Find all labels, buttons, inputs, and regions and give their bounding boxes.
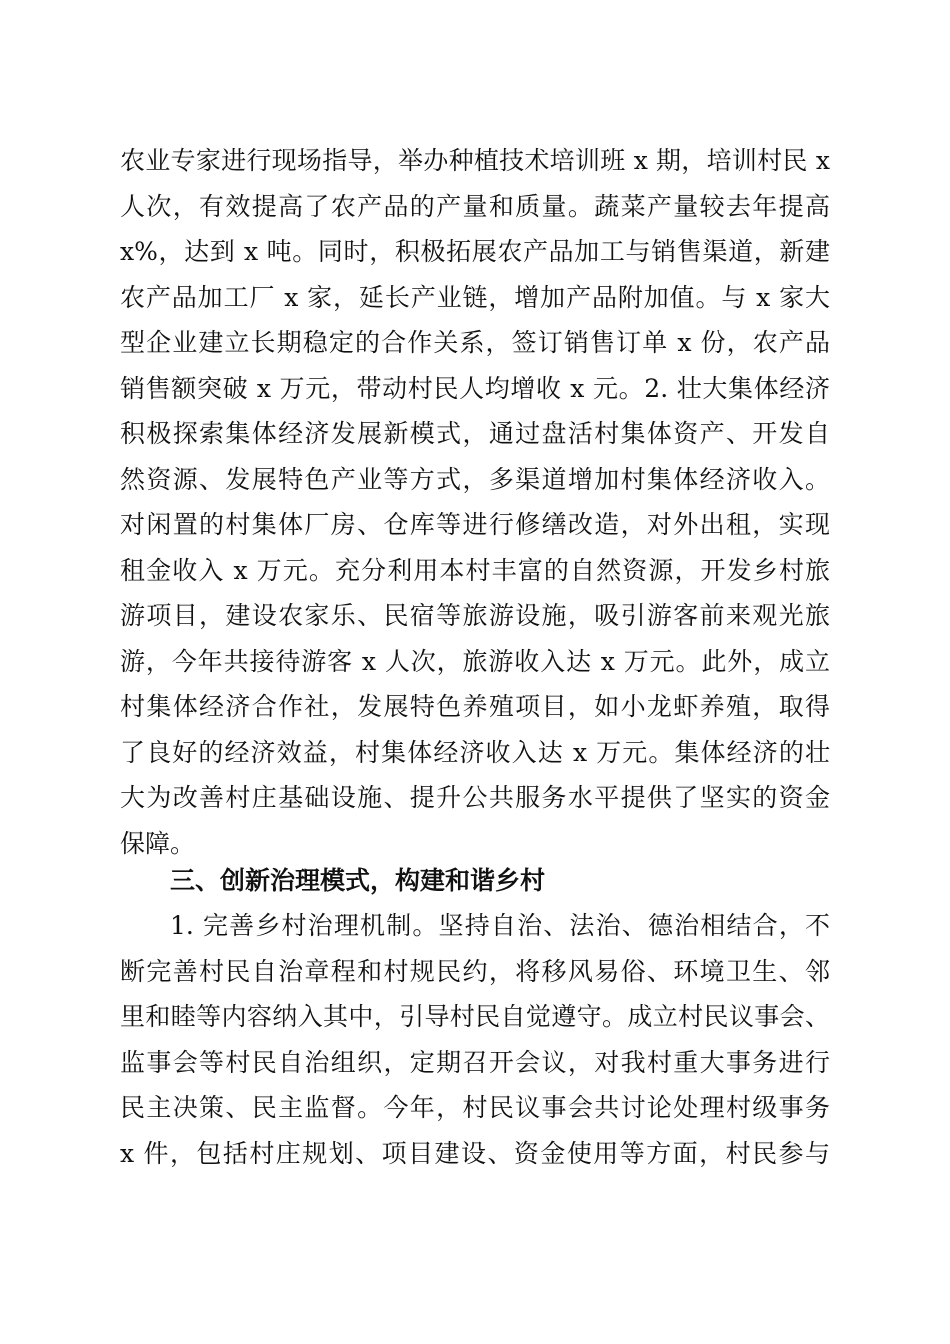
text-line: 人次，有效提高了农产品的产量和质量。蔬菜产量较去年提高	[120, 191, 830, 221]
text-line: 对闲置的村集体厂房、仓库等进行修缮改造，对外出租，实现	[120, 510, 830, 539]
text-line: 农业专家进行现场指导，举办种植技术培训班 x 期，培训村民 x	[120, 146, 830, 175]
text-line: 销售额突破 x 万元，带动村民人均增收 x 元。2. 壮大集体经济	[120, 373, 830, 403]
text-line: 大为改善村庄基础设施、提升公共服务水平提供了坚实的资金	[120, 783, 830, 812]
text-line: 然资源、发展特色产业等方式，多渠道增加村集体经济收入。	[120, 464, 830, 494]
text-line: 租金收入 x 万元。充分利用本村丰富的自然资源，开发乡村旅	[120, 555, 830, 585]
text-line: 民主决策、民主监督。今年，村民议事会共讨论处理村级事务	[120, 1093, 830, 1122]
paragraph-body-2	[120, 903, 830, 1176]
text-line: 村集体经济合作社，发展特色养殖项目，如小龙虾养殖，取得	[120, 692, 830, 721]
text-line: 里和睦等内容纳入其中，引导村民自觉遵守。成立村民议事会、	[120, 1002, 830, 1031]
text-line: 积极探索集体经济发展新模式，通过盘活村集体资产、开发自	[120, 419, 830, 448]
text-line: x 件，包括村庄规划、项目建设、资金使用等方面，村民参与	[120, 1138, 830, 1168]
text-line: 保障。	[120, 828, 196, 858]
text-line: 断完善村民自治章程和村规民约，将移风易俗、环境卫生、邻	[120, 956, 830, 986]
text-line: 游项目，建设农家乐、民宿等旅游设施，吸引游客前来观光旅	[120, 601, 830, 630]
text-line: 监事会等村民自治组织，定期召开会议，对我村重大事务进行	[120, 1047, 830, 1077]
text-line: 游，今年共接待游客 x 人次，旅游收入达 x 万元。此外，成立	[120, 646, 830, 676]
text-line: 农产品加工厂 x 家，延长产业链，增加产品附加值。与 x 家大	[120, 282, 830, 312]
text-line: 了良好的经济效益，村集体经济收入达 x 万元。集体经济的壮	[120, 737, 830, 767]
paragraph-body-1	[120, 138, 830, 866]
text-line: 1. 完善乡村治理机制。坚持自治、法治、德治相结合，不	[170, 911, 830, 940]
section-heading: 三、创新治理模式，构建和谐乡村	[170, 866, 546, 895]
text-line: x%，达到 x 吨。同时，积极拓展农产品加工与销售渠道，新建	[120, 237, 830, 266]
text-line: 型企业建立长期稳定的合作关系，签订销售订单 x 份，农产品	[120, 328, 830, 357]
